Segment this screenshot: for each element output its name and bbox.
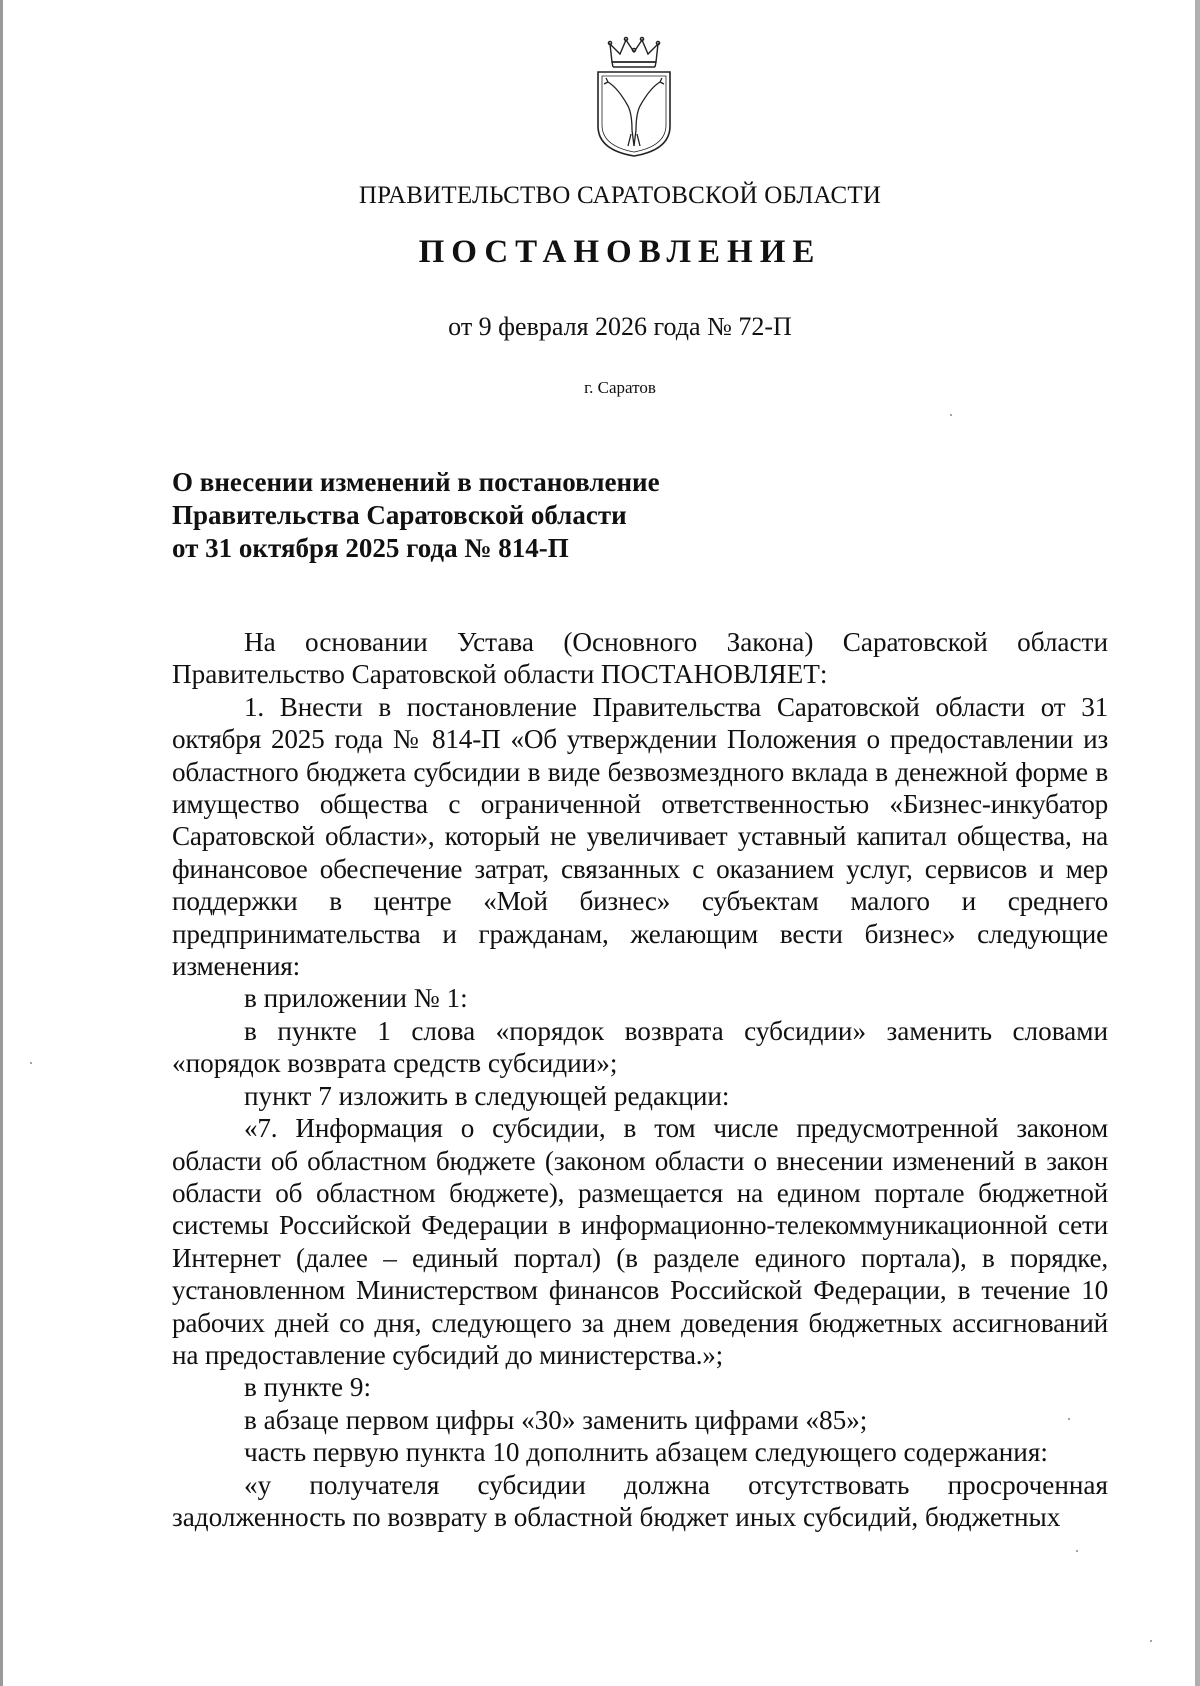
document-type: ПОСТАНОВЛЕНИЕ: [418, 234, 822, 270]
paragraph: часть первую пункта 10 дополнить абзацем следующего содержания:: [244, 1437, 1048, 1468]
city: г. Саратов: [584, 378, 656, 397]
paragraph: в приложении № 1:: [244, 983, 468, 1014]
paragraph: в пункте 1 слова «порядок возврата субсидии» заменить словами «порядок возврата средств субсидии»;: [172, 1015, 1108, 1079]
paragraph: в пункте 9:: [244, 1372, 372, 1403]
paragraph: 1. Внести в постановление Правительства Саратовской области от 31 октября 2025 года № 814-П «Об утверждении Положения о предоставлении из областного бюджета субсидии в виде безвозмездного вклада в денежной форме в имущество общества с ограниченной ответственностью «Бизнес-инкубатор Саратовской области», который не увеличивает уставный капитал общества, на финансовое обеспечение затрат, связанных с оказанием услуг, сервисов и мер поддержки в центре «Мой бизнес» субъектам малого и среднего предпринимательства и гражданам, желающим вести бизнес» следующие изменения:: [172, 691, 1108, 982]
title-line: Правительства Саратовской области: [172, 500, 627, 530]
document-title: [172, 466, 872, 565]
title-line: от 31 октября 2025 года № 814-П: [172, 533, 569, 563]
paragraph: «у получателя субсидии должна отсутствовать просроченная задолженность по возврату в областной бюджет иных субсидий, бюджетных: [172, 1469, 1108, 1532]
title-line: О внесении изменений в постановление: [172, 467, 660, 497]
government-name: ПРАВИТЕЛЬСТВО САРАТОВСКОЙ ОБЛАСТИ: [358, 182, 882, 209]
paragraph: «7. Информация о субсидии, в том числе предусмотренной законом области об областном бюджете (законом области о внесении изменений в закон области об областном бюджете), размещается на едином портале бюджетной системы Российской Федерации в информационно-телекоммуникационной сети Интернет (далее – единый портал) (в разделе единого портала), в порядке, установленном Министерством финансов Российской Федерации, в течение 10 рабочих дней со дня, следующего за днем доведения бюджетных ассигнований на предоставление субсидий до министерства.»;: [172, 1113, 1108, 1370]
coat-of-arms-icon: [594, 34, 674, 158]
paragraph: На основании Устава (Основного Закона) Саратовской области Правительство Саратовской области ПОСТАНОВЛЯЕТ:: [172, 627, 1108, 690]
paragraph: пункт 7 изложить в следующей редакции:: [244, 1080, 730, 1111]
date-and-number: от 9 февраля 2026 года № 72-П: [448, 312, 792, 341]
paragraph: в абзаце первом цифры «30» заменить цифрами «85»;: [244, 1404, 868, 1435]
document-body: [172, 626, 1108, 1533]
